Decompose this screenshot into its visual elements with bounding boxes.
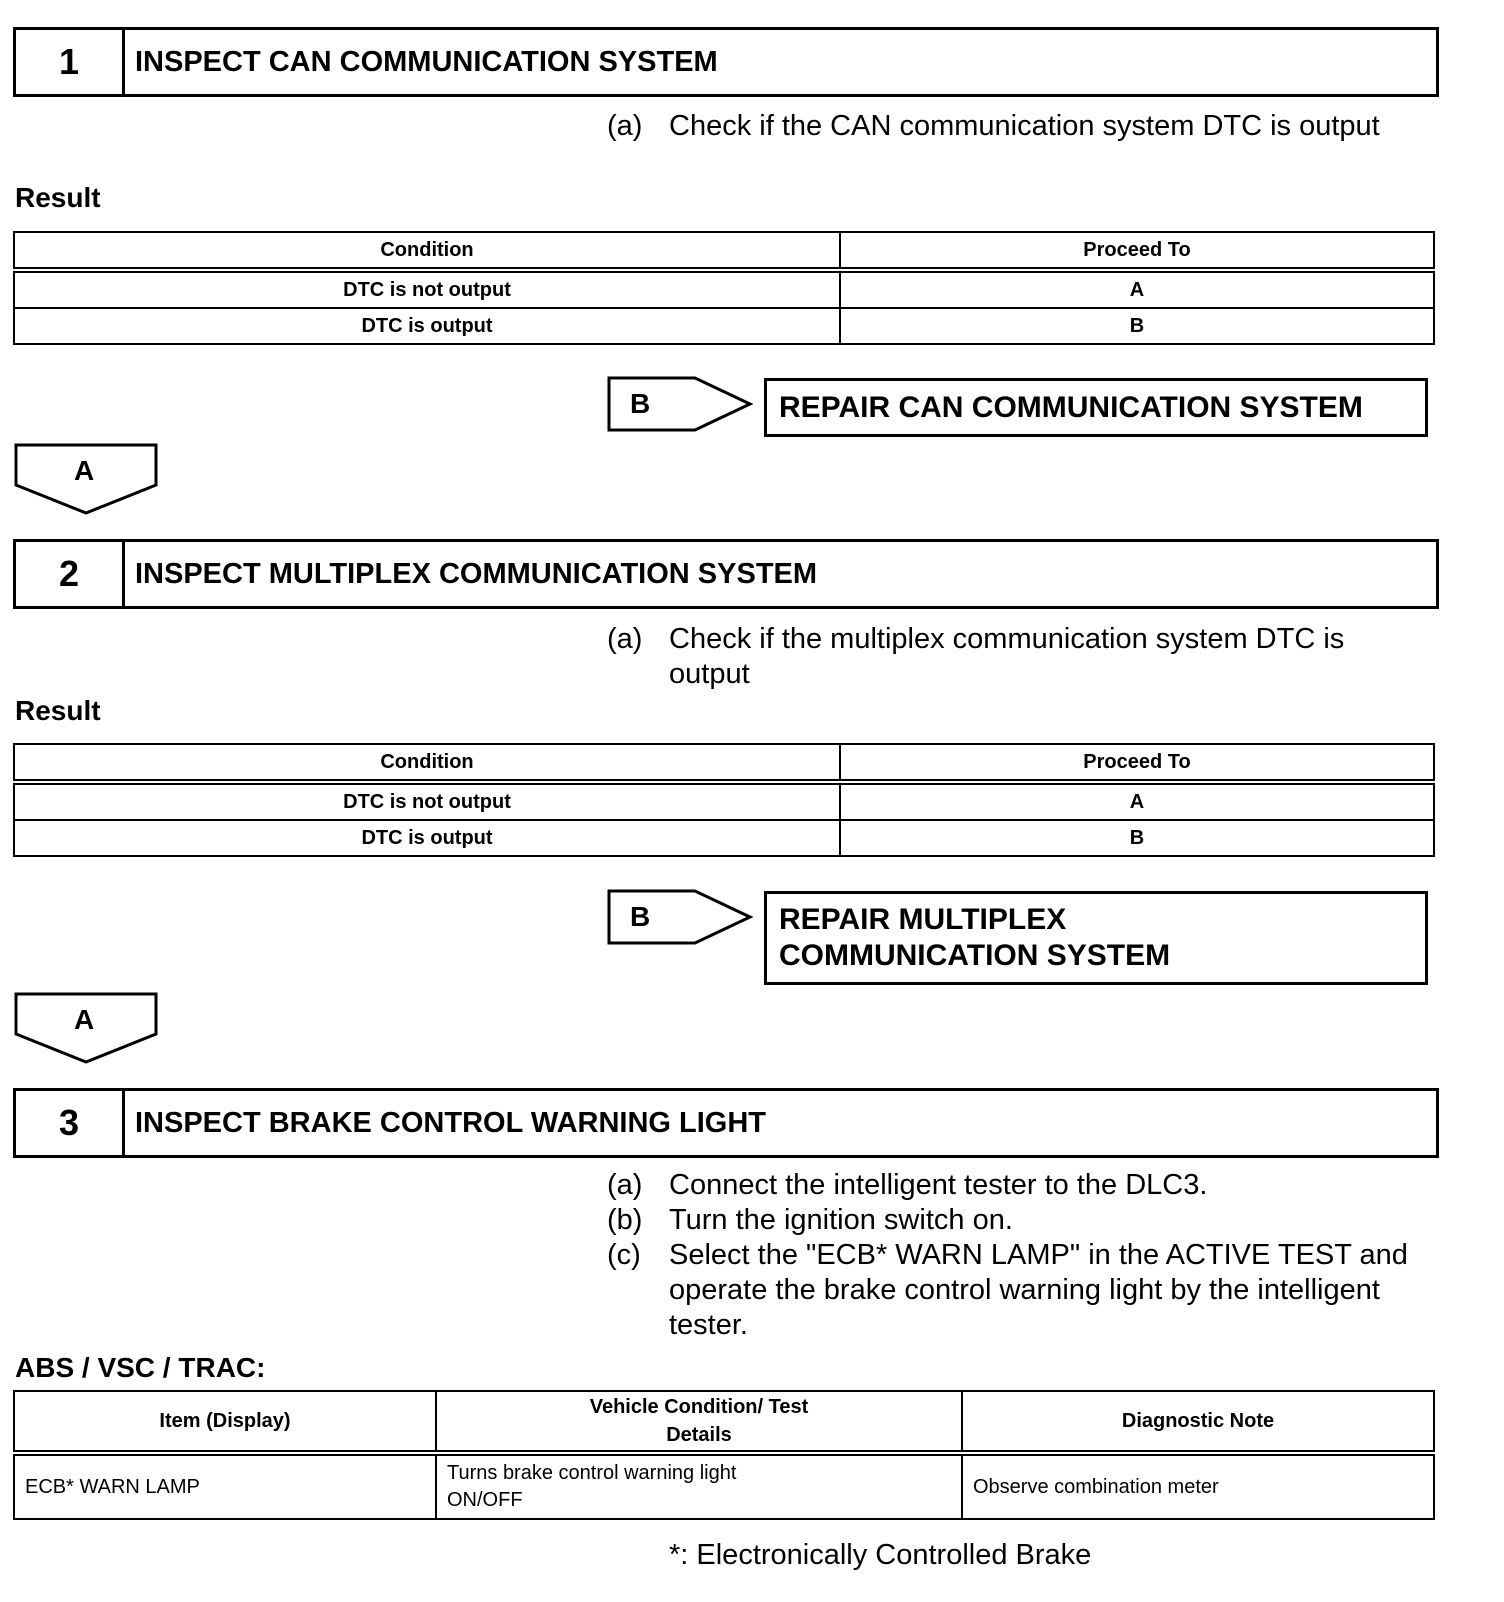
result-table [13,743,1435,857]
branch-b-arrow-icon [607,889,753,945]
test-details-cell: Turns brake control warning light ON/OFF [436,1453,962,1519]
proceed-cell: B [840,820,1434,856]
column-header: Proceed To [840,232,1434,270]
branch-b-label: B [630,901,651,932]
condition-cell: DTC is not output [14,270,840,308]
column-header: Diagnostic Note [962,1391,1434,1453]
step-number: 2 [16,542,125,606]
table-row [14,270,1434,308]
instruction [607,1168,1437,1203]
instruction-text: Turn the ignition switch on. [669,1204,1013,1236]
condition-cell: DTC is output [14,820,840,856]
branch-b-arrow-icon [607,376,753,432]
column-header: Condition [14,232,840,270]
instruction [607,1203,1437,1238]
condition-cell: DTC is output [14,308,840,344]
step-number: 3 [16,1091,125,1155]
instruction-list [607,622,1397,692]
result-table [13,231,1435,345]
step-title: INSPECT CAN COMMUNICATION SYSTEM [135,45,718,78]
instruction-label: (a) [607,110,643,142]
instruction-text: Check if the CAN communication system DTC is output [669,110,1380,142]
proceed-cell: B [840,308,1434,344]
table-row [14,820,1434,856]
repair-action-box: REPAIR MULTIPLEX COMMUNICATION SYSTEM [764,891,1428,985]
column-header: Proceed To [840,744,1434,782]
branch-a-label: A [74,455,95,486]
column-header: Vehicle Condition/ Test Details [436,1391,962,1453]
instruction-label: (c) [607,1239,641,1271]
instruction-label: (a) [607,1169,643,1201]
instruction-text: Check if the multiplex communication system DTC is output [669,623,1345,690]
column-header: Item (Display) [14,1391,436,1453]
instruction [607,622,1397,692]
step-number: 1 [16,30,125,94]
item-cell: ECB* WARN LAMP [14,1453,436,1519]
step-1-header [13,27,1439,97]
instruction-list [607,1168,1437,1343]
footnote: *: Electronically Controlled Brake [669,1539,1092,1571]
step-title: INSPECT BRAKE CONTROL WARNING LIGHT [135,1106,767,1139]
table-row [14,1453,1434,1519]
table-row [14,308,1434,344]
diagnostic-note-cell: Observe combination meter [962,1453,1434,1519]
instruction-label: (a) [607,623,643,655]
instruction-text: Connect the intelligent tester to the DLC3. [669,1169,1208,1201]
repair-action-box: REPAIR CAN COMMUNICATION SYSTEM [764,378,1428,437]
condition-cell: DTC is not output [14,782,840,820]
step-3-header [13,1088,1439,1158]
step-title: INSPECT MULTIPLEX COMMUNICATION SYSTEM [135,557,818,590]
column-header: Condition [14,744,840,782]
branch-a-label: A [74,1004,95,1035]
instruction-label: (b) [607,1204,643,1236]
active-test-table [13,1390,1435,1520]
instruction [607,1238,1437,1343]
result-heading: Result [15,695,101,726]
step-2-header [13,539,1439,609]
branch-b-label: B [630,388,651,419]
instruction [607,109,1437,144]
result-heading: Result [15,182,101,213]
proceed-cell: A [840,782,1434,820]
proceed-cell: A [840,270,1434,308]
table-row [14,782,1434,820]
instruction-text: Select the "ECB* WARN LAMP" in the ACTIVE TEST and operate the brake control warning light by the intelligent tester. [669,1239,1408,1341]
section-heading: ABS / VSC / TRAC: [15,1352,266,1383]
instruction-list [607,109,1437,144]
